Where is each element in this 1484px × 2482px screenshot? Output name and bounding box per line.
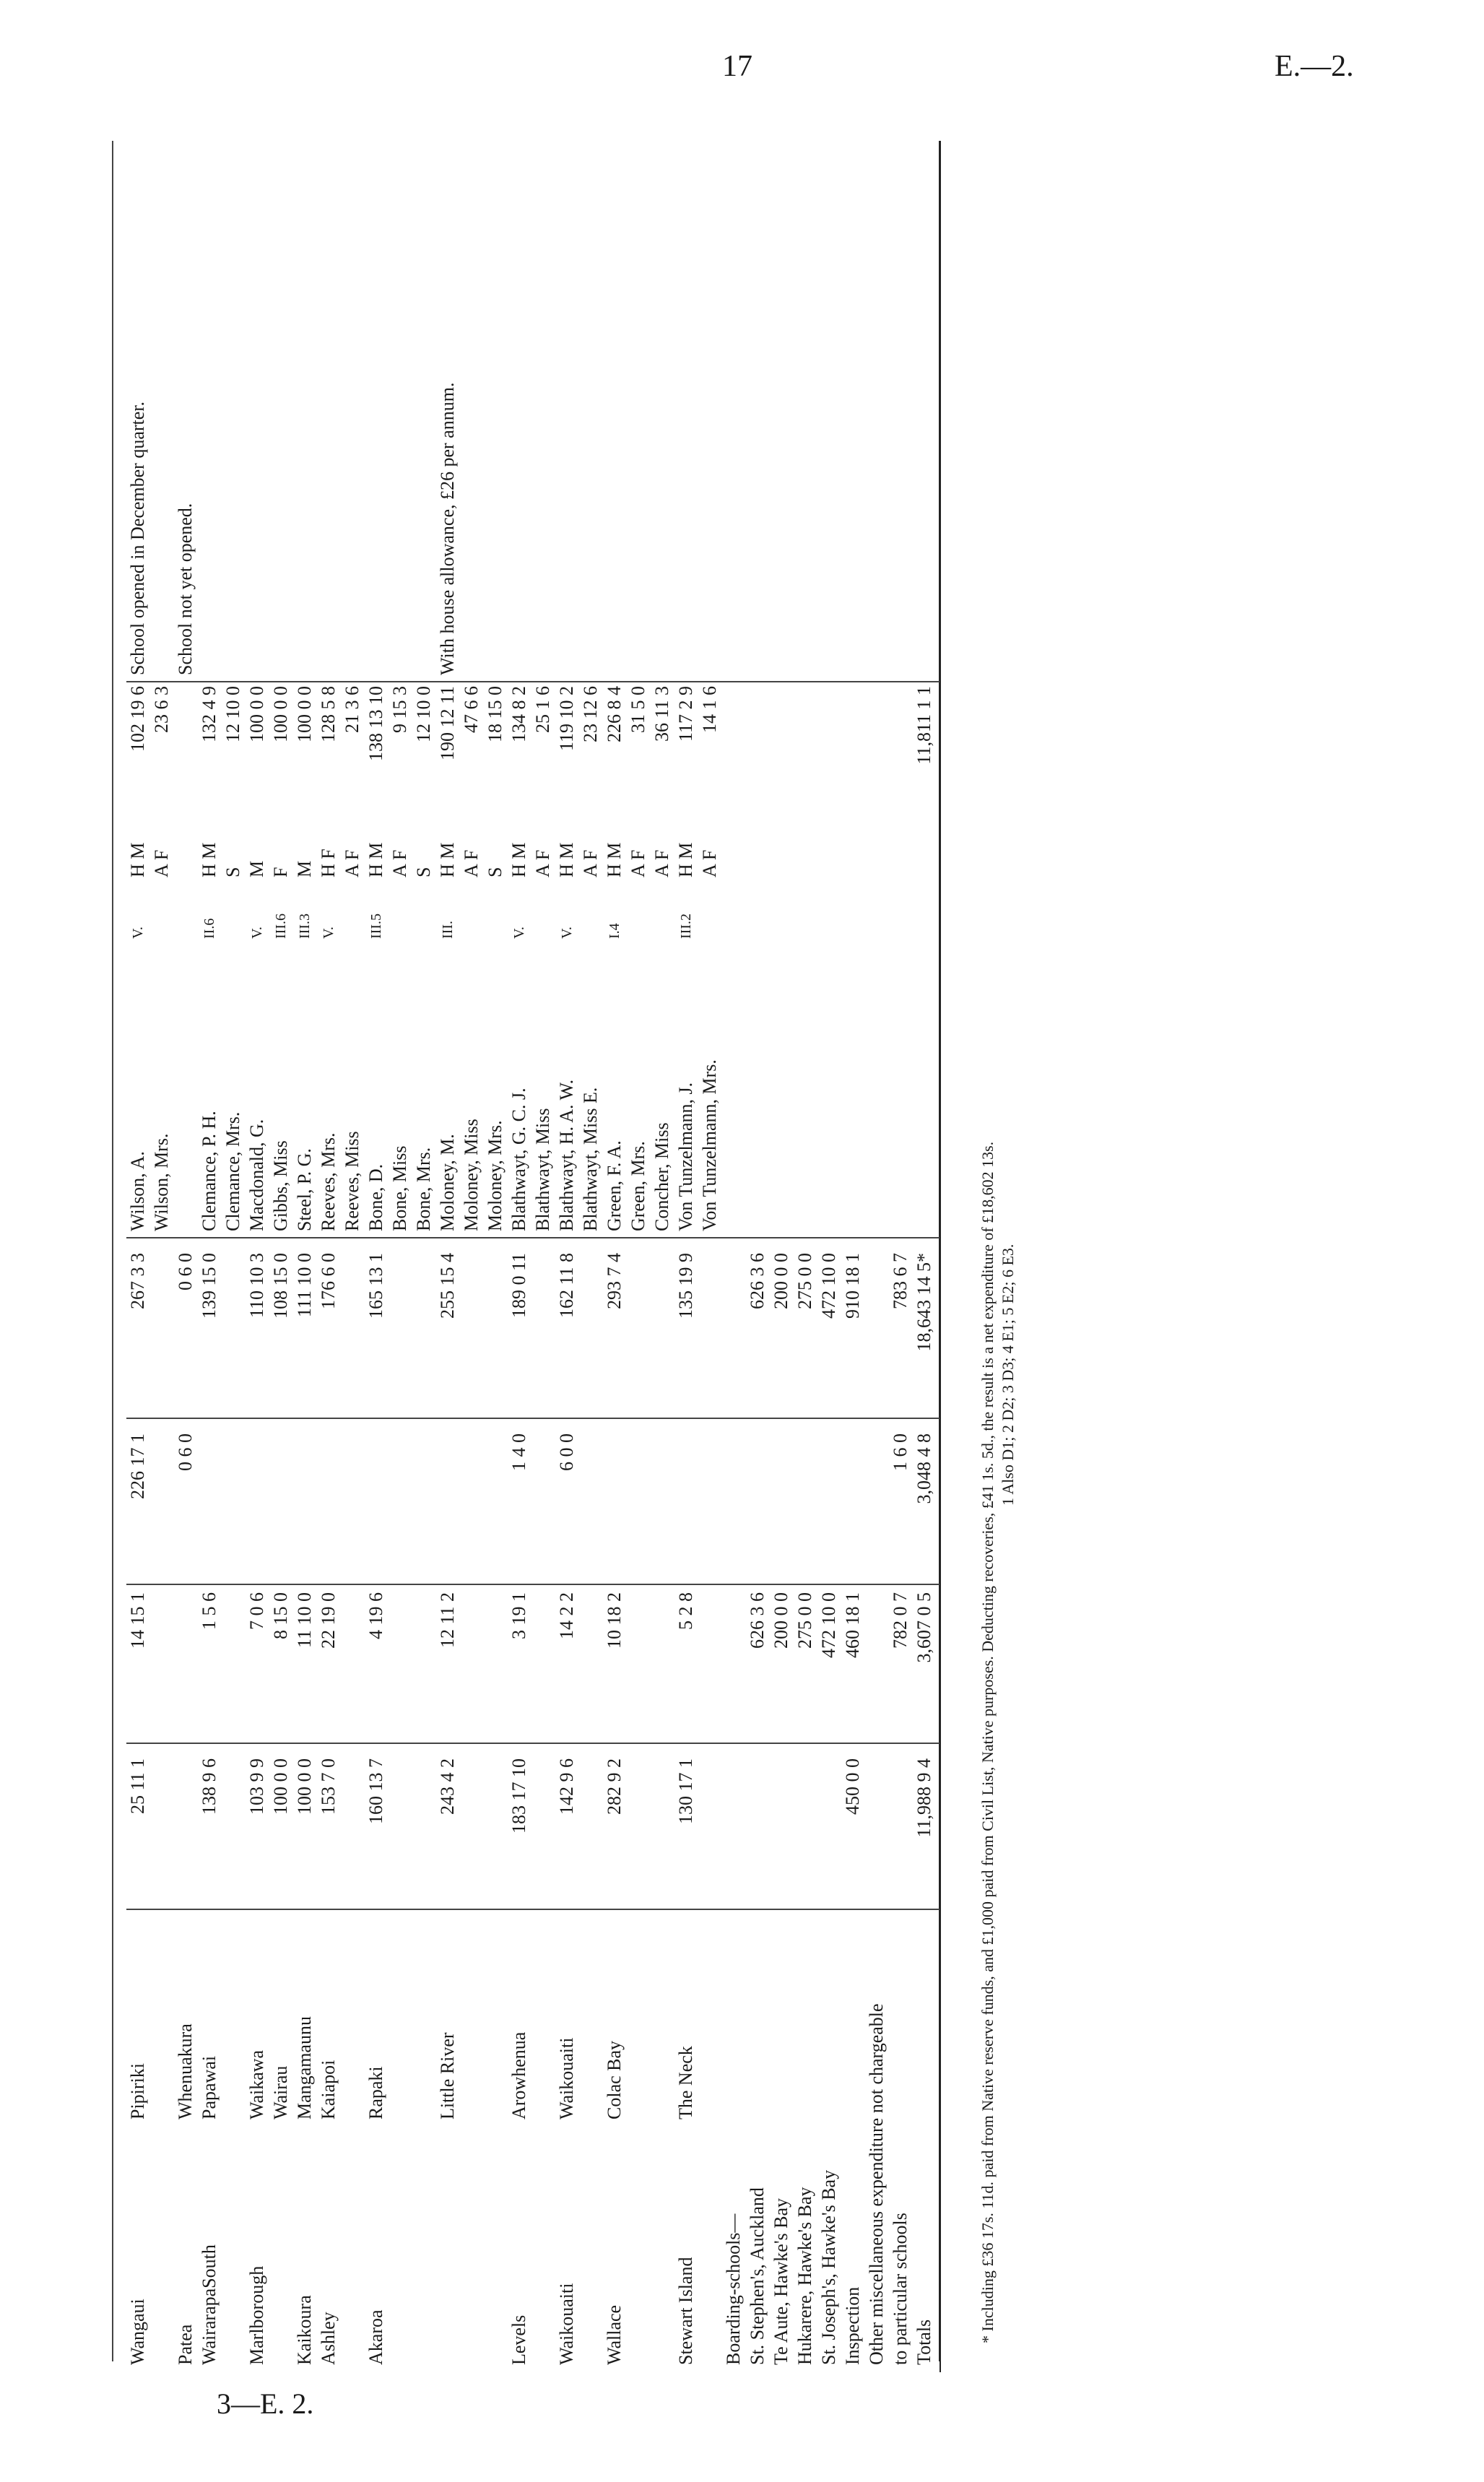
cell-total: 135 19 9 — [675, 1253, 696, 1319]
cell-teacher: Concher, Miss — [651, 1122, 672, 1231]
cell-teacher: Clemance, P. H. — [199, 1111, 220, 1231]
cell-c2: 782 0 7 — [890, 1592, 911, 1649]
cell-district: Wallace — [604, 2304, 625, 2365]
cell-sex: A F — [532, 849, 553, 877]
cell-salary: 31 5 0 — [628, 686, 648, 733]
table-row — [794, 148, 817, 2372]
cell-total: 200 0 0 — [771, 1253, 791, 1309]
cell-sex: H M — [675, 842, 696, 877]
cell-remark: With house allowance, £26 per annum. — [437, 382, 458, 675]
cell-c1: 153 7 0 — [318, 1758, 339, 1815]
cell-school: Papawai — [199, 2055, 220, 2119]
cell-total: 111 10 0 — [294, 1253, 315, 1318]
table-row — [508, 148, 531, 2372]
page-reference: E.—2. — [1275, 50, 1354, 83]
cell-sex: H M — [365, 842, 386, 877]
cell-c2: 5 2 8 — [675, 1592, 696, 1630]
table-row — [317, 148, 340, 2372]
cell-cls: V. — [130, 927, 146, 939]
cell-cls: I.4 — [607, 923, 622, 939]
cell-district: Other miscellaneous expenditure not chargeable — [866, 2003, 887, 2365]
cell-c2: 14 15 1 — [127, 1592, 148, 1649]
cell-salary: 100 0 0 — [294, 686, 315, 742]
rotated-table — [112, 148, 1043, 2372]
cell-school: Rapaki — [365, 2066, 386, 2119]
cell-sex: H M — [604, 842, 625, 877]
table-row — [365, 148, 388, 2372]
cell-cls: III.5 — [368, 914, 384, 939]
cell-cls: V. — [559, 927, 575, 939]
cell-c3: 6 0 0 — [556, 1433, 577, 1471]
cell-c3: 1 4 0 — [508, 1433, 529, 1471]
cell-c1: 183 17 10 — [508, 1758, 529, 1834]
cell-salary: 117 2 9 — [675, 686, 696, 742]
cell-c2: 4 19 6 — [365, 1592, 386, 1639]
cell-district: Totals — [914, 2319, 934, 2365]
cell-district: St. Joseph's, Hawke's Bay — [818, 2169, 839, 2365]
cell-c2: 626 3 6 — [747, 1592, 768, 1649]
cell-salary: 14 1 6 — [699, 686, 720, 733]
cell-total: 275 0 0 — [794, 1253, 815, 1309]
cell-cls: III.3 — [297, 914, 313, 939]
cell-sex: S — [485, 867, 505, 877]
cell-teacher: Moloney, Miss — [461, 1119, 482, 1231]
cell-c2: 22 19 0 — [318, 1592, 339, 1649]
table-row — [222, 148, 245, 2372]
cell-sex: A F — [342, 849, 363, 877]
cell-district: Patea — [175, 2324, 196, 2365]
cell-sex: A F — [151, 849, 172, 877]
table-row — [817, 148, 841, 2372]
cell-salary: 21 3 6 — [342, 686, 363, 733]
cell-c2: 472 10 0 — [818, 1592, 839, 1658]
cell-salary: 128 5 8 — [318, 686, 339, 742]
cell-total: 783 6 7 — [890, 1253, 911, 1309]
cell-sex: H M — [199, 842, 220, 877]
cell-salary: 190 12 11 — [437, 686, 458, 761]
table-row — [865, 148, 888, 2372]
cell-total: 18,643 14 5* — [914, 1253, 934, 1352]
cell-sex: A F — [699, 849, 720, 877]
table-row — [293, 148, 316, 2372]
cell-total: 165 13 1 — [365, 1253, 386, 1319]
cell-remark: School opened in December quarter. — [127, 401, 148, 675]
footnote-main: * Including £36 17s. 11d. paid from Native reserve funds, and £1,000 paid from Civil List, Native purposes. Deducting recoveries, £41 1s. 5d., the result is a net expenditure of £18,602 13s. — [979, 1141, 997, 2343]
cell-c2: 3,607 0 5 — [914, 1592, 934, 1663]
cell-c1: 282 9 2 — [604, 1758, 625, 1815]
cell-district: Te Aute, Hawke's Bay — [771, 2197, 791, 2365]
cell-c1: 138 9 6 — [199, 1758, 220, 1815]
table-row — [341, 148, 364, 2372]
cell-teacher: Green, Mrs. — [628, 1141, 648, 1231]
cell-teacher: Clemance, Mrs. — [222, 1111, 243, 1231]
cell-c2: 11 10 0 — [294, 1592, 315, 1649]
cell-salary: 25 1 6 — [532, 686, 553, 733]
cell-total: 255 15 4 — [437, 1253, 458, 1319]
column-rule — [126, 1418, 940, 1419]
cell-sex: H M — [127, 842, 148, 877]
cell-c2: 460 18 1 — [842, 1592, 863, 1658]
table-row — [579, 148, 602, 2372]
cell-total: 108 15 0 — [270, 1253, 291, 1319]
cell-sex: A F — [389, 849, 410, 877]
cell-school: Pipiriki — [127, 2062, 148, 2119]
cell-c2: 12 11 2 — [437, 1592, 458, 1649]
cell-district: Waikouaiti — [556, 2283, 577, 2365]
cell-salary: 134 8 2 — [508, 686, 529, 742]
cell-district: Ashley — [318, 2312, 339, 2365]
table-row — [770, 148, 793, 2372]
cell-c2: 200 0 0 — [771, 1592, 791, 1649]
cell-c1: 243 4 2 — [437, 1758, 458, 1815]
cell-salary: 23 12 6 — [580, 686, 601, 742]
cell-teacher: Moloney, Mrs. — [485, 1120, 505, 1231]
cell-school: Kaiapoi — [318, 2060, 339, 2119]
cell-teacher: Reeves, Mrs. — [318, 1132, 339, 1231]
cell-teacher: Moloney, M. — [437, 1134, 458, 1231]
cell-cls: II.6 — [201, 918, 217, 939]
cell-school: Waikouaiti — [556, 2037, 577, 2119]
cell-sex: F — [270, 867, 291, 877]
cell-district: to particular schools — [890, 2213, 911, 2365]
cell-teacher: Steel, P. G. — [294, 1148, 315, 1231]
cell-district: Hukarere, Hawke's Bay — [794, 2187, 815, 2365]
cell-district: Stewart Island — [675, 2257, 696, 2365]
cell-c3: 1 6 0 — [890, 1433, 911, 1471]
cell-total: 110 10 3 — [246, 1253, 267, 1319]
cell-school: Whenuakura — [175, 2023, 196, 2119]
column-rule — [126, 681, 940, 682]
cell-teacher: Bone, Miss — [389, 1145, 410, 1231]
cell-salary: 11,811 1 1 — [914, 686, 934, 765]
cell-sex: A F — [651, 849, 672, 877]
cell-teacher: Bone, Mrs. — [413, 1147, 434, 1231]
cell-school: Waikawa — [246, 2049, 267, 2119]
cell-total: 910 18 1 — [842, 1253, 863, 1319]
cell-school: Arowhenua — [508, 2031, 529, 2119]
cell-c2: 10 18 2 — [604, 1592, 625, 1649]
table-bottom-rule — [940, 148, 941, 2372]
cell-c1: 100 0 0 — [294, 1758, 315, 1815]
cell-teacher: Green, F. A. — [604, 1140, 625, 1231]
cell-total: 162 11 8 — [556, 1253, 577, 1319]
cell-district: Akaroa — [365, 2309, 386, 2365]
cell-sex: S — [413, 867, 434, 877]
cell-sex: H M — [556, 842, 577, 877]
page-number: 17 — [722, 50, 752, 83]
cell-c1: 160 13 7 — [365, 1758, 386, 1824]
cell-salary: 23 6 3 — [151, 686, 172, 733]
cell-cls: V. — [321, 927, 337, 939]
table-row — [412, 148, 435, 2372]
cell-c2: 14 2 2 — [556, 1592, 577, 1639]
table-row — [531, 148, 555, 2372]
cell-district: Wangaui — [127, 2299, 148, 2365]
column-rule — [126, 1743, 940, 1744]
table-row — [913, 148, 936, 2372]
table-row — [651, 148, 674, 2372]
cell-c3: 226 17 1 — [127, 1433, 148, 1499]
cell-salary: 132 4 9 — [199, 686, 220, 742]
cell-c2: 275 0 0 — [794, 1592, 815, 1649]
cell-sex: H M — [508, 842, 529, 877]
cell-salary: 12 10 0 — [222, 686, 243, 742]
cell-salary: 36 11 3 — [651, 686, 672, 742]
cell-teacher: Reeves, Miss — [342, 1131, 363, 1231]
cell-c1: 103 9 9 — [246, 1758, 267, 1815]
cell-district: St. Stephen's, Auckland — [747, 2187, 768, 2365]
cell-teacher: Bone, D. — [365, 1163, 386, 1231]
column-rule — [126, 1237, 940, 1238]
cell-c1: 450 0 0 — [842, 1758, 863, 1815]
cell-school: Mangamaunu — [294, 2016, 315, 2119]
cell-c2: 7 0 6 — [246, 1592, 267, 1630]
cell-total: 293 7 4 — [604, 1253, 625, 1309]
cell-school: Little River — [437, 2032, 458, 2119]
table-row — [269, 148, 292, 2372]
cell-total: 267 3 3 — [127, 1253, 148, 1309]
cell-c3: 0 6 0 — [175, 1433, 196, 1471]
table-row — [674, 148, 698, 2372]
cell-total: 626 3 6 — [747, 1253, 768, 1309]
table-row — [555, 148, 578, 2372]
table-row — [484, 148, 507, 2372]
cell-salary: 47 6 6 — [461, 686, 482, 733]
cell-sex: A F — [628, 849, 648, 877]
cell-teacher: Blathwayt, Miss — [532, 1108, 553, 1231]
cell-c3: 3,048 4 8 — [914, 1433, 934, 1504]
cell-sex: M — [246, 860, 267, 877]
cell-teacher: Von Tunzelmann, Mrs. — [699, 1059, 720, 1231]
table-row — [150, 148, 173, 2372]
cell-cls: III. — [440, 921, 456, 939]
cell-c1: 130 17 1 — [675, 1758, 696, 1824]
cell-sex: H M — [437, 842, 458, 877]
cell-teacher: Blathwayt, G. C. J. — [508, 1088, 529, 1231]
cell-cls: V. — [249, 927, 265, 939]
table-row — [698, 148, 721, 2372]
cell-sex: A F — [580, 849, 601, 877]
cell-school: The Neck — [675, 2046, 696, 2119]
cell-c1: 100 0 0 — [270, 1758, 291, 1815]
cell-teacher: Macdonald, G. — [246, 1119, 267, 1231]
cell-teacher: Blathwayt, Miss E. — [580, 1087, 601, 1231]
cell-school: Colac Bay — [604, 2040, 625, 2119]
table-row — [841, 148, 864, 2372]
column-rule — [126, 1584, 940, 1585]
cell-c1: 25 11 1 — [127, 1758, 148, 1815]
cell-total: 176 6 0 — [318, 1253, 339, 1309]
cell-sex: A F — [461, 849, 482, 877]
cell-district: Kaikoura — [294, 2295, 315, 2365]
cell-district: Levels — [508, 2314, 529, 2365]
table-row — [460, 148, 483, 2372]
table-row — [603, 148, 626, 2372]
cell-salary: 9 15 3 — [389, 686, 410, 733]
cell-teacher: Wilson, A. — [127, 1151, 148, 1231]
cell-teacher: Gibbs, Miss — [270, 1140, 291, 1231]
cell-c2: 3 19 1 — [508, 1592, 529, 1639]
cell-c2: 1 5 6 — [199, 1592, 220, 1630]
table-row — [246, 148, 269, 2372]
cell-salary: 100 0 0 — [270, 686, 291, 742]
cell-district: Inspection — [842, 2286, 863, 2365]
table-row — [174, 148, 197, 2372]
cell-c1: 142 9 6 — [556, 1758, 577, 1815]
table-row — [722, 148, 745, 2372]
table-row — [389, 148, 412, 2372]
cell-school: Wairau — [270, 2065, 291, 2119]
cell-district: WairarapaSouth — [199, 2244, 220, 2365]
cell-salary: 119 10 2 — [556, 686, 577, 752]
table-row — [126, 148, 149, 2372]
cell-cls: V. — [511, 927, 527, 939]
cell-total: 0 6 0 — [175, 1253, 196, 1290]
table-row — [889, 148, 912, 2372]
cell-district: Marlborough — [246, 2265, 267, 2365]
cell-total: 189 0 11 — [508, 1253, 529, 1319]
cell-salary: 12 10 0 — [413, 686, 434, 742]
cell-salary: 138 13 10 — [365, 686, 386, 761]
cell-sex: M — [294, 860, 315, 877]
column-rule — [126, 1909, 940, 1910]
cell-remark: School not yet opened. — [175, 503, 196, 675]
table-row — [198, 148, 221, 2372]
table-row — [436, 148, 459, 2372]
table-row — [627, 148, 650, 2372]
footnote-grades: 1 Also D1; 2 D2; 3 D3; 4 E1; 5 E2; 6 E3. — [999, 1244, 1017, 1506]
cell-salary: 102 19 6 — [127, 686, 148, 752]
cell-total: 472 10 0 — [818, 1253, 839, 1319]
cell-teacher: Von Tunzelmann, J. — [675, 1082, 696, 1231]
cell-district: Boarding-schools— — [723, 2213, 744, 2365]
cell-teacher: Wilson, Mrs. — [151, 1133, 172, 1231]
table-row — [746, 148, 769, 2372]
cell-cls: III.2 — [678, 914, 694, 939]
cell-salary: 18 15 0 — [485, 686, 505, 742]
cell-teacher: Blathwayt, H. A. W. — [556, 1079, 577, 1231]
cell-c1: 11,988 9 4 — [914, 1758, 934, 1838]
signature-mark: 3—E. 2. — [217, 2387, 314, 2420]
cell-salary: 226 8 4 — [604, 686, 625, 742]
cell-total: 139 15 0 — [199, 1253, 220, 1319]
cell-sex: H F — [318, 849, 339, 877]
cell-c2: 8 15 0 — [270, 1592, 291, 1639]
cell-cls: III.6 — [273, 914, 289, 939]
cell-salary: 100 0 0 — [246, 686, 267, 742]
cell-sex: S — [222, 867, 243, 877]
